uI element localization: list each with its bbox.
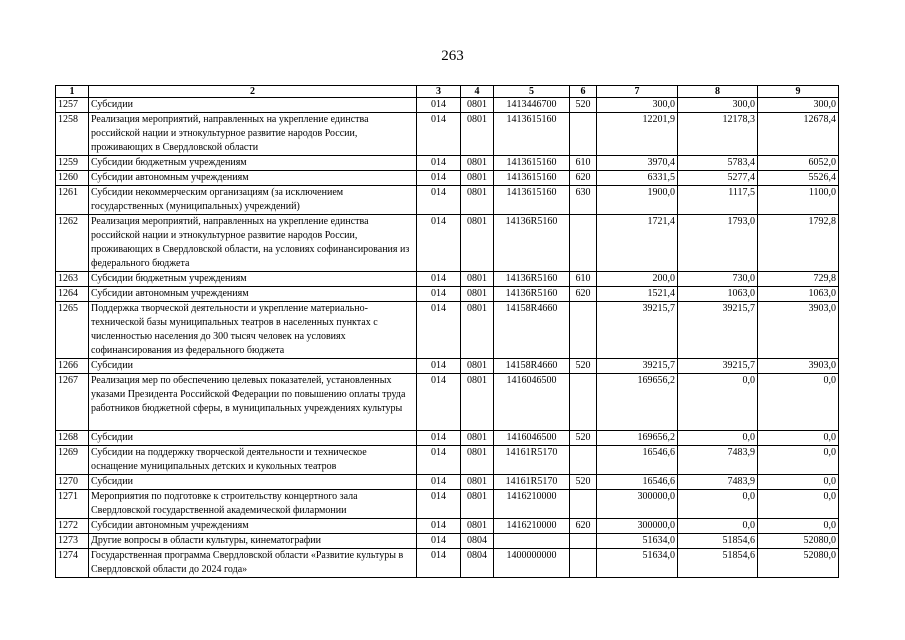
target-article-code: 1413615160 — [494, 113, 570, 156]
row-name: Мероприятия по подготовке к строительству концертного зала Свердловской государственной академической филармонии — [89, 490, 417, 519]
ministry-code: 014 — [417, 215, 461, 272]
amount-col-9: 52080,0 — [758, 549, 839, 578]
expense-type-code: 620 — [570, 171, 597, 186]
ministry-code: 014 — [417, 98, 461, 113]
row-name: Субсидии — [89, 475, 417, 490]
section-code: 0801 — [461, 156, 494, 171]
amount-col-7: 169656,2 — [597, 374, 678, 431]
ministry-code: 014 — [417, 475, 461, 490]
target-article-code: 14136R5160 — [494, 215, 570, 272]
ministry-code: 014 — [417, 186, 461, 215]
table-row — [56, 171, 839, 186]
table-row — [56, 519, 839, 534]
column-header: 5 — [494, 86, 570, 98]
ministry-code: 014 — [417, 490, 461, 519]
row-name: Государственная программа Свердловской области «Развитие культуры в Свердловской области до 2024 года» — [89, 549, 417, 578]
expense-type-code — [570, 215, 597, 272]
row-name: Субсидии — [89, 98, 417, 113]
ministry-code: 014 — [417, 374, 461, 431]
ministry-code: 014 — [417, 519, 461, 534]
amount-col-9: 1100,0 — [758, 186, 839, 215]
amount-col-8: 51854,6 — [678, 549, 758, 578]
amount-col-9: 3903,0 — [758, 302, 839, 359]
ministry-code: 014 — [417, 113, 461, 156]
target-article-code: 14158R4660 — [494, 359, 570, 374]
section-code: 0801 — [461, 302, 494, 359]
row-number: 1257 — [56, 98, 89, 113]
target-article-code: 1416046500 — [494, 431, 570, 446]
target-article-code: 1416210000 — [494, 490, 570, 519]
target-article-code: 1413446700 — [494, 98, 570, 113]
section-code: 0801 — [461, 519, 494, 534]
table-row — [56, 287, 839, 302]
budget-table — [55, 85, 839, 578]
amount-col-8: 0,0 — [678, 490, 758, 519]
row-number: 1265 — [56, 302, 89, 359]
row-number: 1263 — [56, 272, 89, 287]
target-article-code: 14161R5170 — [494, 475, 570, 490]
column-header: 9 — [758, 86, 839, 98]
column-header: 3 — [417, 86, 461, 98]
table-row — [56, 490, 839, 519]
amount-col-8: 300,0 — [678, 98, 758, 113]
section-code: 0804 — [461, 549, 494, 578]
ministry-code: 014 — [417, 302, 461, 359]
ministry-code: 014 — [417, 156, 461, 171]
target-article-code: 1413615160 — [494, 156, 570, 171]
expense-type-code: 520 — [570, 98, 597, 113]
ministry-code: 014 — [417, 549, 461, 578]
expense-type-code — [570, 113, 597, 156]
row-name: Субсидии автономным учреждениям — [89, 519, 417, 534]
amount-col-8: 730,0 — [678, 272, 758, 287]
section-code: 0801 — [461, 272, 494, 287]
amount-col-7: 1721,4 — [597, 215, 678, 272]
section-code: 0801 — [461, 98, 494, 113]
ministry-code: 014 — [417, 534, 461, 549]
amount-col-7: 51634,0 — [597, 549, 678, 578]
row-number: 1266 — [56, 359, 89, 374]
amount-col-9: 0,0 — [758, 490, 839, 519]
table-row — [56, 156, 839, 171]
amount-col-9: 0,0 — [758, 519, 839, 534]
ministry-code: 014 — [417, 431, 461, 446]
amount-col-8: 5783,4 — [678, 156, 758, 171]
expense-type-code: 520 — [570, 431, 597, 446]
section-code: 0801 — [461, 475, 494, 490]
row-name: Субсидии — [89, 359, 417, 374]
amount-col-9: 729,8 — [758, 272, 839, 287]
column-header: 4 — [461, 86, 494, 98]
amount-col-9: 1792,8 — [758, 215, 839, 272]
amount-col-7: 16546,6 — [597, 446, 678, 475]
table-row — [56, 475, 839, 490]
table-row — [56, 534, 839, 549]
amount-col-8: 7483,9 — [678, 446, 758, 475]
ministry-code: 014 — [417, 359, 461, 374]
amount-col-7: 39215,7 — [597, 302, 678, 359]
table-row — [56, 359, 839, 374]
amount-col-9: 0,0 — [758, 374, 839, 431]
row-number: 1261 — [56, 186, 89, 215]
amount-col-7: 300000,0 — [597, 490, 678, 519]
table-row — [56, 431, 839, 446]
row-name: Субсидии бюджетным учреждениям — [89, 156, 417, 171]
row-number: 1259 — [56, 156, 89, 171]
expense-type-code — [570, 549, 597, 578]
amount-col-9: 5526,4 — [758, 171, 839, 186]
column-header: 7 — [597, 86, 678, 98]
target-article-code: 1416210000 — [494, 519, 570, 534]
table-row — [56, 272, 839, 287]
amount-col-7: 200,0 — [597, 272, 678, 287]
amount-col-9: 300,0 — [758, 98, 839, 113]
row-number: 1258 — [56, 113, 89, 156]
ministry-code: 014 — [417, 171, 461, 186]
row-name: Субсидии автономным учреждениям — [89, 287, 417, 302]
amount-col-8: 0,0 — [678, 431, 758, 446]
expense-type-code: 520 — [570, 359, 597, 374]
table-body — [56, 98, 839, 578]
amount-col-8: 39215,7 — [678, 302, 758, 359]
expense-type-code — [570, 374, 597, 431]
section-code: 0801 — [461, 431, 494, 446]
page-number: 263 — [441, 48, 464, 64]
column-header: 2 — [89, 86, 417, 98]
table-row — [56, 113, 839, 156]
row-number: 1260 — [56, 171, 89, 186]
amount-col-8: 51854,6 — [678, 534, 758, 549]
target-article-code: 1413615160 — [494, 171, 570, 186]
ministry-code: 014 — [417, 287, 461, 302]
table-row — [56, 186, 839, 215]
amount-col-9: 52080,0 — [758, 534, 839, 549]
target-article-code: 1400000000 — [494, 549, 570, 578]
row-name: Субсидии некоммерческим организациям (за исключением государственных (муниципальных) учреждений) — [89, 186, 417, 215]
row-number: 1273 — [56, 534, 89, 549]
row-name: Другие вопросы в области культуры, кинематографии — [89, 534, 417, 549]
amount-col-8: 7483,9 — [678, 475, 758, 490]
target-article-code: 14161R5170 — [494, 446, 570, 475]
ministry-code: 014 — [417, 446, 461, 475]
row-number: 1270 — [56, 475, 89, 490]
target-article-code: 1416046500 — [494, 374, 570, 431]
row-number: 1262 — [56, 215, 89, 272]
row-number: 1264 — [56, 287, 89, 302]
target-article-code: 14136R5160 — [494, 272, 570, 287]
amount-col-9: 12678,4 — [758, 113, 839, 156]
table-header-row — [56, 86, 839, 98]
expense-type-code — [570, 534, 597, 549]
section-code: 0801 — [461, 446, 494, 475]
target-article-code: 14136R5160 — [494, 287, 570, 302]
row-name: Реализация мер по обеспечению целевых показателей, установленных указами Президента Российской Федерации по повышению оплаты труда работников бюджетной сферы, в муниципальных учреждениях культуры — [89, 374, 417, 431]
column-header: 6 — [570, 86, 597, 98]
amount-col-7: 39215,7 — [597, 359, 678, 374]
section-code: 0801 — [461, 171, 494, 186]
amount-col-7: 169656,2 — [597, 431, 678, 446]
amount-col-7: 12201,9 — [597, 113, 678, 156]
section-code: 0801 — [461, 374, 494, 431]
table-row — [56, 98, 839, 113]
column-header: 1 — [56, 86, 89, 98]
expense-type-code: 620 — [570, 519, 597, 534]
amount-col-8: 0,0 — [678, 374, 758, 431]
amount-col-7: 16546,6 — [597, 475, 678, 490]
amount-col-7: 51634,0 — [597, 534, 678, 549]
row-number: 1272 — [56, 519, 89, 534]
amount-col-7: 300,0 — [597, 98, 678, 113]
table-row — [56, 374, 839, 431]
table-row — [56, 446, 839, 475]
row-name: Субсидии автономным учреждениям — [89, 171, 417, 186]
amount-col-7: 3970,4 — [597, 156, 678, 171]
section-code: 0801 — [461, 113, 494, 156]
expense-type-code — [570, 302, 597, 359]
row-name: Субсидии бюджетным учреждениям — [89, 272, 417, 287]
row-number: 1268 — [56, 431, 89, 446]
row-number: 1269 — [56, 446, 89, 475]
column-header: 8 — [678, 86, 758, 98]
amount-col-8: 39215,7 — [678, 359, 758, 374]
target-article-code — [494, 534, 570, 549]
section-code: 0801 — [461, 186, 494, 215]
section-code: 0804 — [461, 534, 494, 549]
row-name: Субсидии на поддержку творческой деятельности и техническое оснащение муниципальных детских и кукольных театров — [89, 446, 417, 475]
table-row — [56, 549, 839, 578]
section-code: 0801 — [461, 490, 494, 519]
expense-type-code: 630 — [570, 186, 597, 215]
section-code: 0801 — [461, 359, 494, 374]
amount-col-9: 0,0 — [758, 431, 839, 446]
amount-col-8: 1793,0 — [678, 215, 758, 272]
amount-col-9: 0,0 — [758, 446, 839, 475]
amount-col-9: 6052,0 — [758, 156, 839, 171]
amount-col-7: 300000,0 — [597, 519, 678, 534]
amount-col-9: 0,0 — [758, 475, 839, 490]
amount-col-9: 1063,0 — [758, 287, 839, 302]
amount-col-8: 0,0 — [678, 519, 758, 534]
amount-col-8: 1117,5 — [678, 186, 758, 215]
amount-col-8: 5277,4 — [678, 171, 758, 186]
row-number: 1271 — [56, 490, 89, 519]
amount-col-7: 1521,4 — [597, 287, 678, 302]
expense-type-code: 610 — [570, 156, 597, 171]
ministry-code: 014 — [417, 272, 461, 287]
expense-type-code: 610 — [570, 272, 597, 287]
amount-col-8: 1063,0 — [678, 287, 758, 302]
row-number: 1274 — [56, 549, 89, 578]
row-number: 1267 — [56, 374, 89, 431]
target-article-code: 1413615160 — [494, 186, 570, 215]
amount-col-8: 12178,3 — [678, 113, 758, 156]
expense-type-code — [570, 490, 597, 519]
row-name: Реализация мероприятий, направленных на укрепление единства российской нации и этнокультурное развитие народов России, проживающих в Свердловской области — [89, 113, 417, 156]
section-code: 0801 — [461, 215, 494, 272]
amount-col-9: 3903,0 — [758, 359, 839, 374]
row-name: Реализация мероприятий, направленных на укрепление единства российской нации и этнокультурное развитие народов России, проживающих в Свердловской области, на условиях софинансирования из федерального бюджета — [89, 215, 417, 272]
table-row — [56, 302, 839, 359]
amount-col-7: 1900,0 — [597, 186, 678, 215]
amount-col-7: 6331,5 — [597, 171, 678, 186]
section-code: 0801 — [461, 287, 494, 302]
expense-type-code: 520 — [570, 475, 597, 490]
expense-type-code — [570, 446, 597, 475]
row-name: Субсидии — [89, 431, 417, 446]
table-row — [56, 215, 839, 272]
row-name: Поддержка творческой деятельности и укрепление материально-технической базы муниципальных театров в населенных пунктах с численностью населения до 300 тысяч человек на условиях софинансирования из федерального бюджета — [89, 302, 417, 359]
expense-type-code: 620 — [570, 287, 597, 302]
target-article-code: 14158R4660 — [494, 302, 570, 359]
